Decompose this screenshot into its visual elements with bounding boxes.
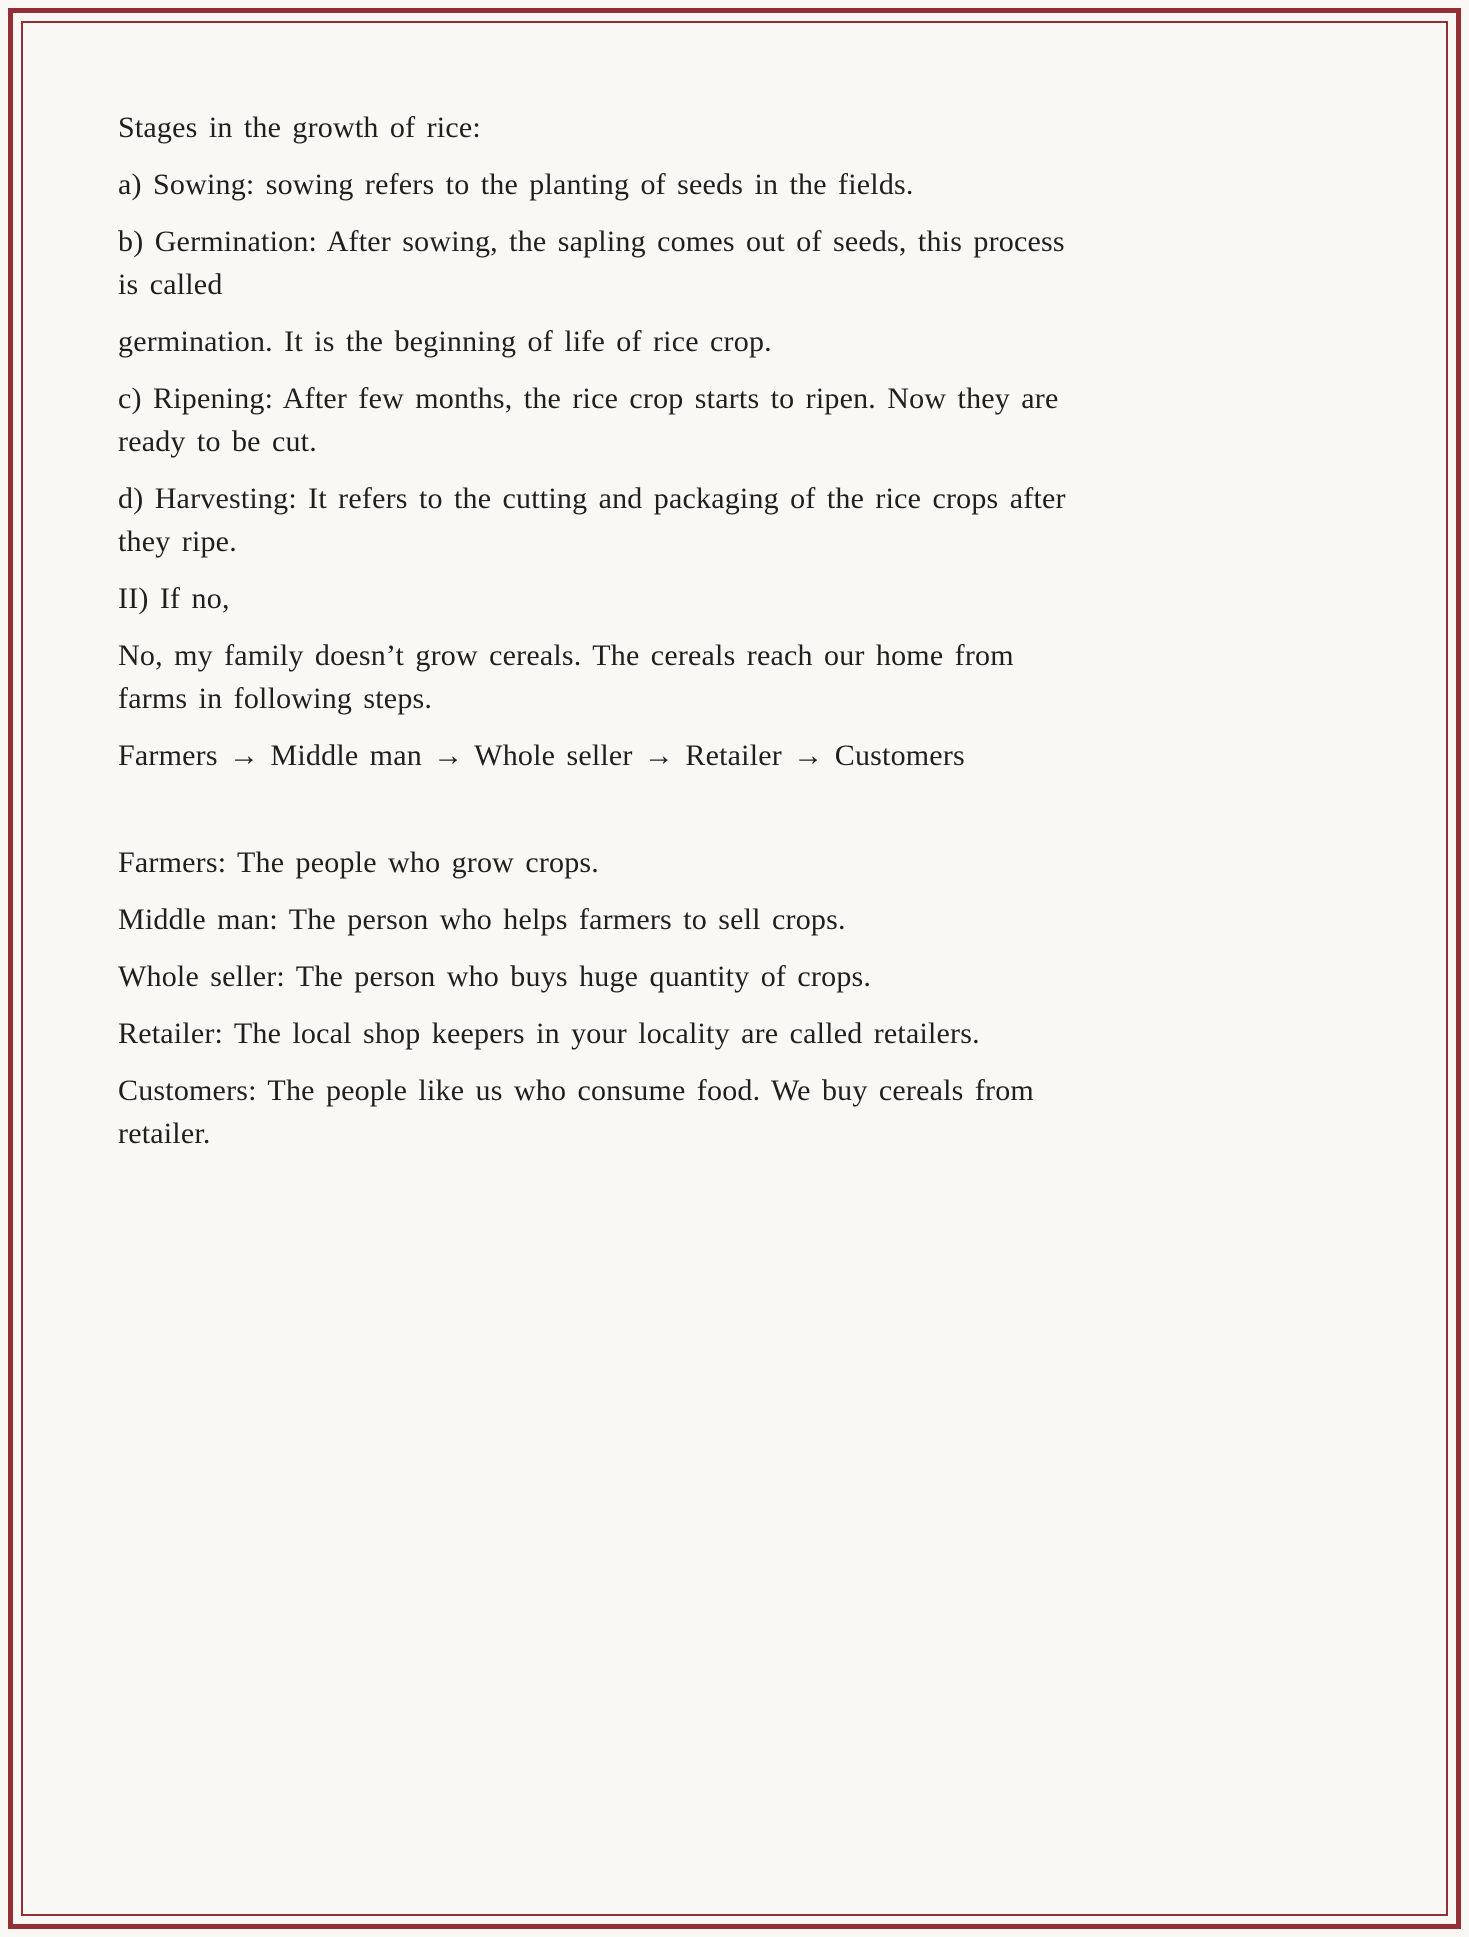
item-sowing: a) Sowing: sowing refers to the planting of seeds in the fields. — [118, 168, 914, 201]
line-stages-heading: Stages in the growth of rice: — [118, 111, 481, 144]
definition-farmers: Farmers: The people who grow crops. — [118, 846, 600, 879]
definition-middle-man: Middle man: The person who helps farmers to sell crops. — [118, 903, 846, 936]
supply-chain-flow: Farmers → Middle man → Whole seller → Retailer → Customers — [118, 739, 965, 772]
item-harvesting: d) Harvesting: It refers to the cutting and packaging of the rice crops after they ripe. — [118, 482, 1066, 558]
document-content — [118, 106, 1093, 1169]
item-germination: b) Germination: After sowing, the sapling comes out of seeds, this process is called — [118, 225, 1065, 301]
item-germination-continued: germination. It is the beginning of life of rice crop. — [118, 325, 772, 358]
definition-retailer: Retailer: The local shop keepers in your locality are called retailers. — [118, 1017, 980, 1050]
definition-whole-seller: Whole seller: The person who buys huge quantity of crops. — [118, 960, 872, 993]
item-ripening: c) Ripening: After few months, the rice crop starts to ripen. Now they are ready to be cut. — [118, 382, 1059, 458]
answer-no-cereals: No, my family doesn’t grow cereals. The cereals reach our home from farms in following steps. — [118, 639, 1014, 715]
definition-customers: Customers: The people like us who consume food. We buy cereals from retailer. — [118, 1074, 1034, 1150]
heading-if-no: II) If no, — [118, 582, 230, 615]
